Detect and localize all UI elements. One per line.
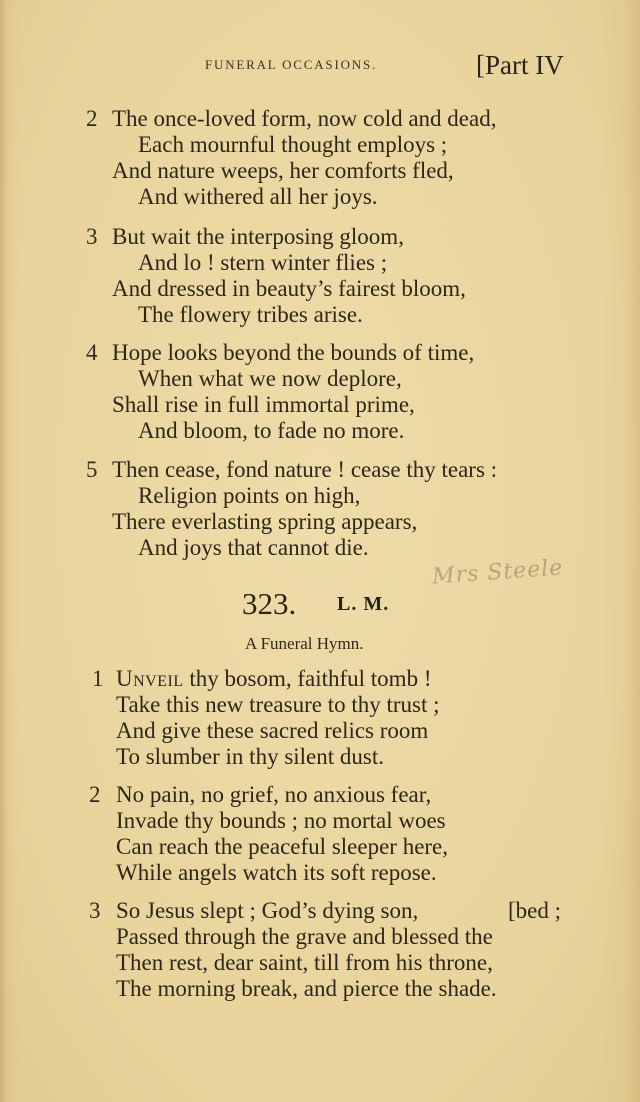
verse-line: And withered all her joys. <box>138 184 378 209</box>
verse-line: The morning break, and pierce the shade. <box>116 976 497 1001</box>
verse-line: Can reach the peaceful sleeper here, <box>116 834 449 859</box>
verse-line: The once-loved form, now cold and dead, <box>112 106 497 131</box>
verse-number: 3 <box>86 224 98 249</box>
part-label: [Part IV <box>476 50 564 80</box>
verse-line: Then rest, dear saint, till from his throne, <box>116 950 493 975</box>
verse-number: 3 <box>89 898 101 923</box>
running-head-text: FUNERAL OCCASIONS. <box>205 57 378 72</box>
verse-line: Take this new treasure to thy trust ; <box>116 692 440 717</box>
verse-line: And give these sacred relics room <box>116 718 429 743</box>
verse-line: And joys that cannot die. <box>138 535 369 560</box>
verse-number: 2 <box>86 106 98 131</box>
handwritten-annotation: Mrs Steele <box>431 555 565 590</box>
verse-line: Hope looks beyond the bounds of time, <box>112 340 475 365</box>
verse-line: And dressed in beauty’s fairest bloom, <box>112 276 466 301</box>
verse-line: Each mournful thought employs ; <box>138 132 448 157</box>
hymn-number: 323. <box>242 586 297 621</box>
verse-number: 2 <box>89 782 101 807</box>
verse-line: Passed through the grave and blessed the <box>116 924 493 949</box>
turnover-word: [bed ; <box>508 898 562 923</box>
verse-line: The flowery tribes arise. <box>138 302 363 327</box>
verse-line: Then cease, fond nature ! cease thy tears : <box>112 457 498 482</box>
verse-line: To slumber in thy silent dust. <box>116 744 384 769</box>
verse-line: So Jesus slept ; God’s dying son, <box>116 898 419 923</box>
hymn-meter: L. M. <box>337 593 390 615</box>
verse-line: But wait the interposing gloom, <box>112 224 404 249</box>
verse-line: Religion points on high, <box>138 483 361 508</box>
verse-line: And bloom, to fade no more. <box>138 418 405 443</box>
verse-line-rest: thy bosom, faithful tomb ! <box>183 666 432 691</box>
verse-number: 4 <box>86 340 98 365</box>
verse-line: Shall rise in full immortal prime, <box>112 392 415 417</box>
hymn-title: A Funeral Hymn. <box>245 634 364 653</box>
verse-line: There everlasting spring appears, <box>112 509 418 534</box>
verse-number: 1 <box>92 666 104 691</box>
verse-line: While angels watch its soft repose. <box>116 860 437 885</box>
verse-line-first <box>116 666 431 692</box>
verse-line: And lo ! stern winter flies ; <box>138 250 388 275</box>
running-head <box>205 56 377 74</box>
verse-line: When what we now deplore, <box>138 366 402 391</box>
verse-line: And nature weeps, her comforts fled, <box>112 158 454 183</box>
verse-number: 5 <box>86 457 98 482</box>
verse-line: Invade thy bounds ; no mortal woes <box>116 808 446 833</box>
first-word: Unveil <box>116 666 184 691</box>
verse-line: No pain, no grief, no anxious fear, <box>116 782 432 807</box>
